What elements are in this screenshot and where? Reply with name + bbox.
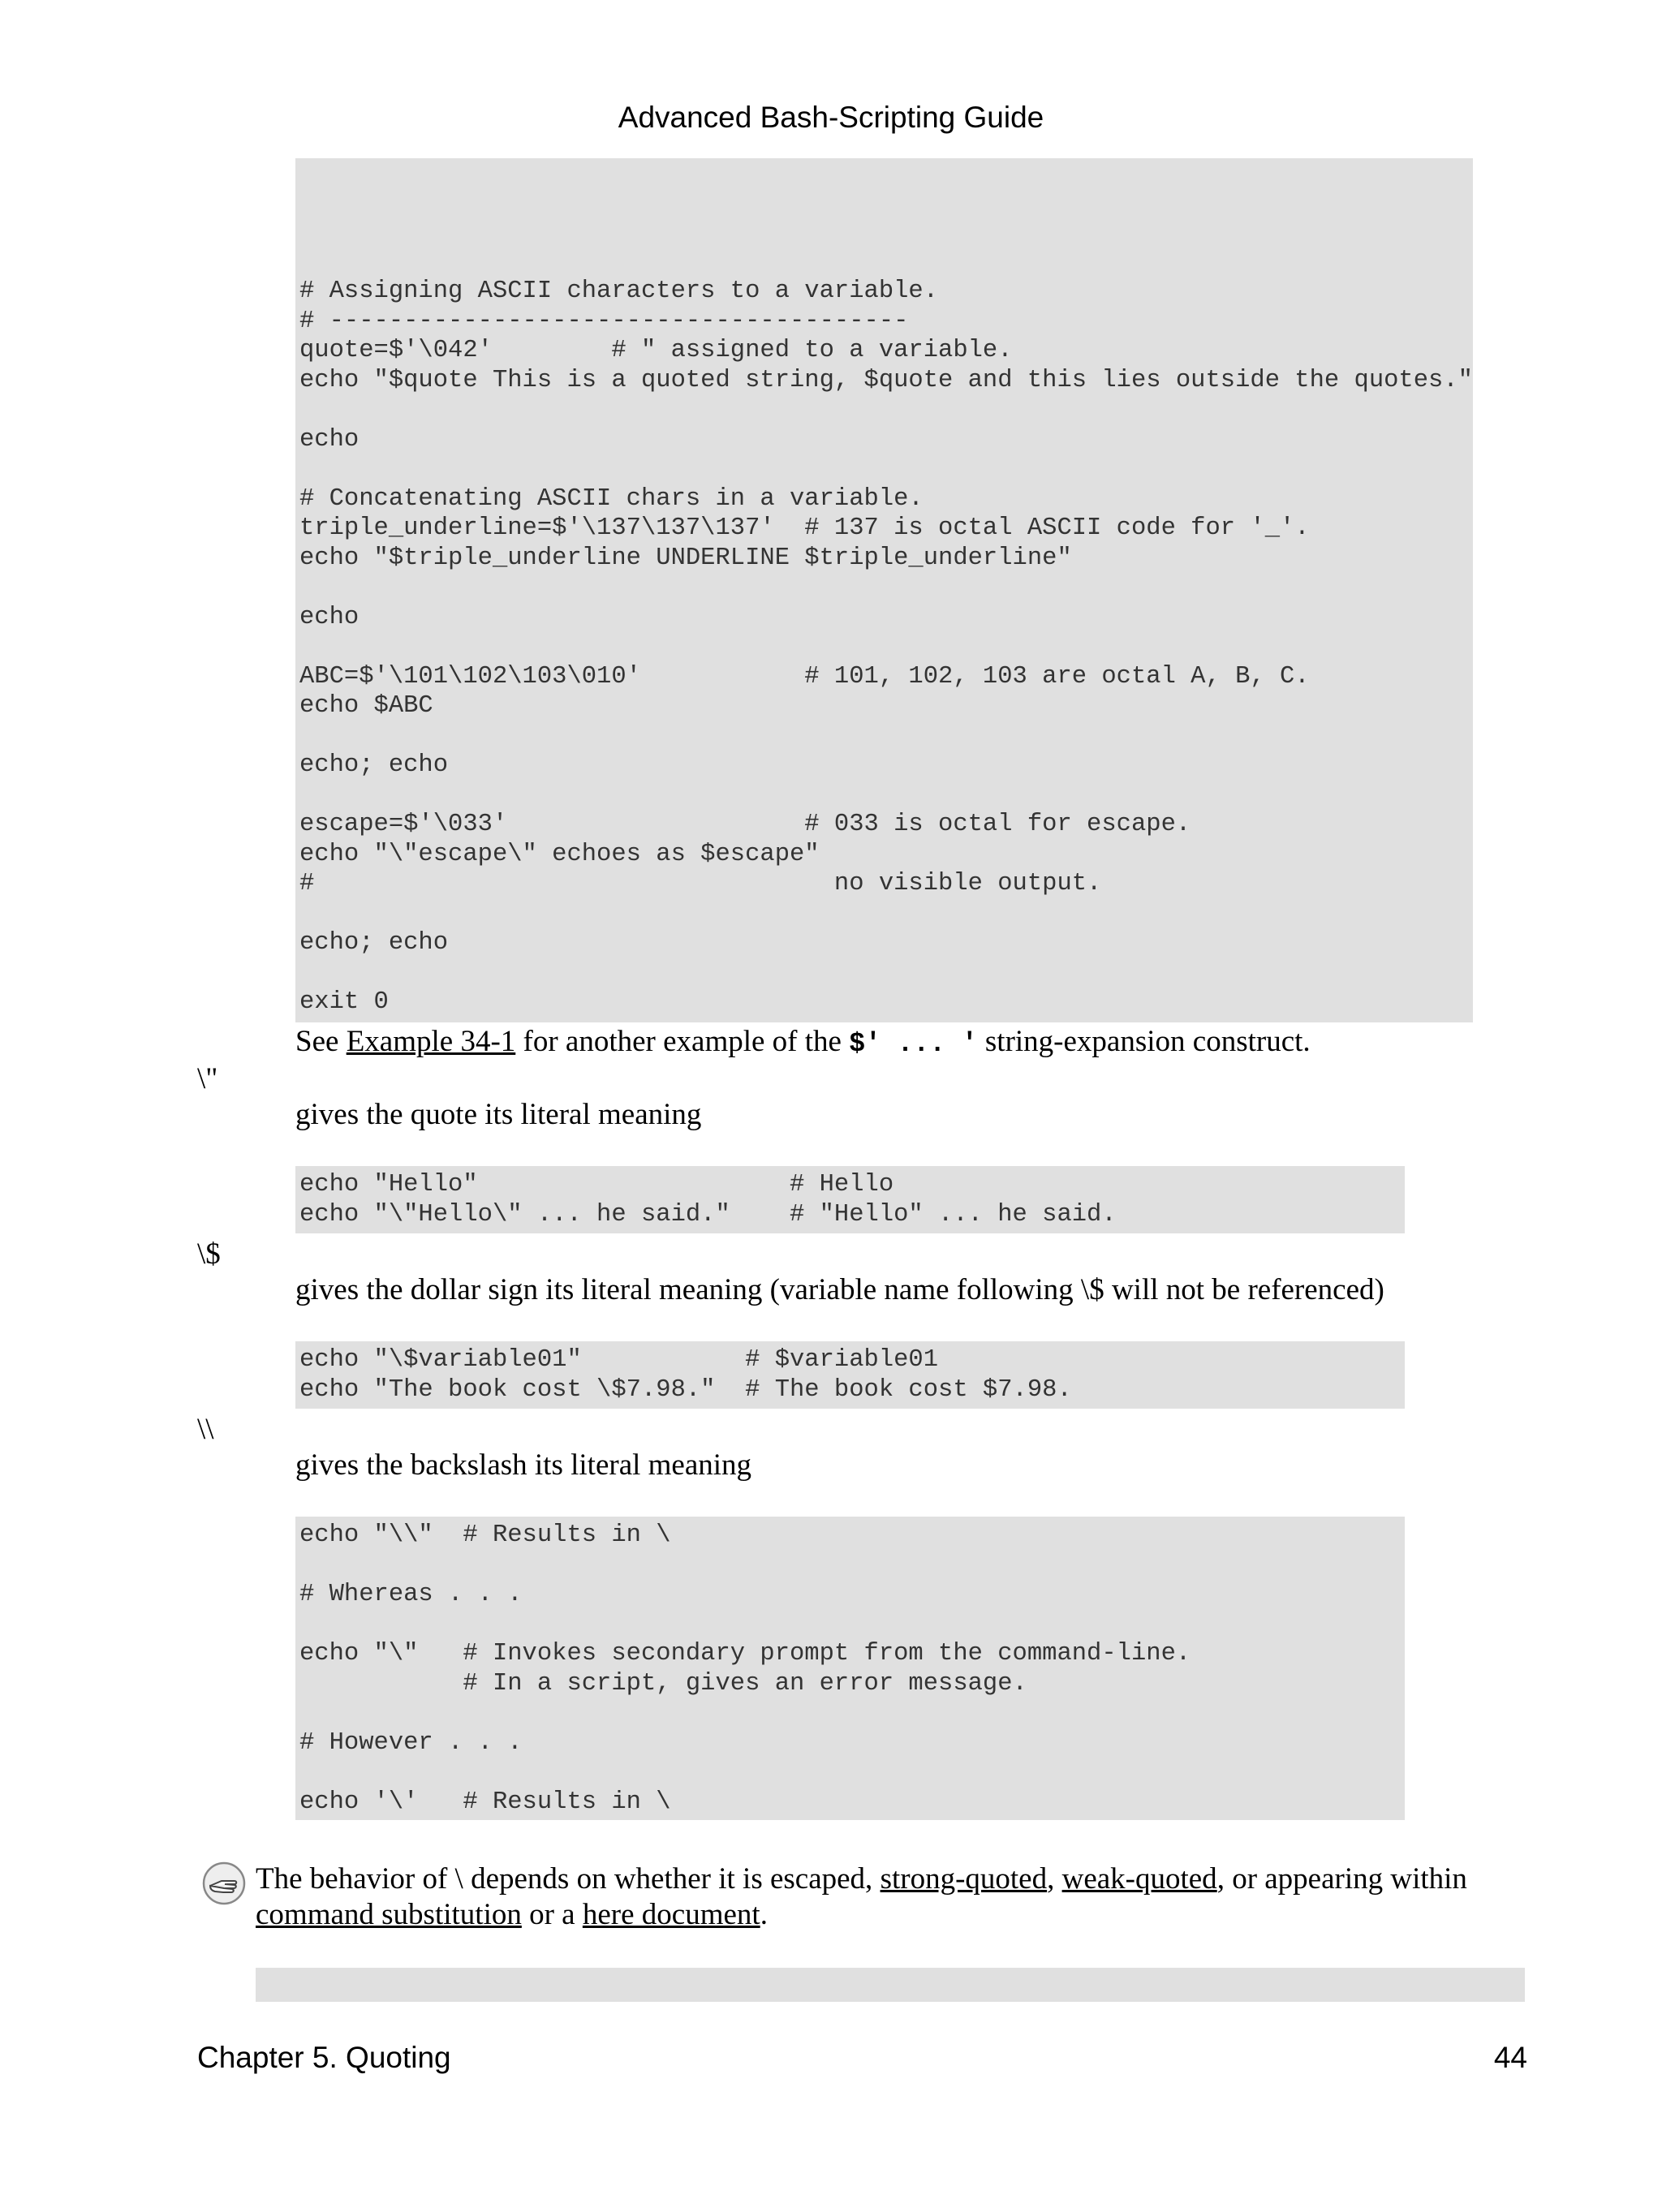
code-line: # However . . . <box>299 1728 523 1757</box>
code-line: echo; echo <box>299 929 449 957</box>
page-header-title: Advanced Bash-Scripting Guide <box>618 101 1044 134</box>
code-line <box>299 958 1473 988</box>
code-block-escaped-quote <box>295 1166 1405 1233</box>
code-line: echo "\"Hello\" ... he said." # "Hello" ... he said. <box>299 1200 1117 1229</box>
code-line: echo "\" # Invokes secondary prompt from the command-line. <box>299 1640 1191 1668</box>
code-line: ABC=$'\101\102\103\010' # 101, 102, 103 are octal A, B, C. <box>299 662 1310 691</box>
code-line: # Whereas . . . <box>299 1581 523 1608</box>
see-example-line <box>295 1024 1311 1059</box>
here-document-link[interactable]: here document <box>582 1898 760 1931</box>
code-line <box>299 247 1473 278</box>
description-escaped-quote: gives the quote its literal meaning <box>295 1098 702 1131</box>
code-line: echo "The book cost \$7.98." # The book cost $7.98. <box>299 1375 1072 1404</box>
note-sep-1: , <box>1047 1862 1062 1896</box>
code-line: echo <box>299 603 360 631</box>
code-line: echo "Hello" # Hello <box>299 1171 894 1199</box>
code-line <box>299 158 1473 188</box>
code-line: echo; echo <box>299 751 449 779</box>
code-line: # Assigning ASCII characters to a variable. <box>299 278 939 305</box>
code-line: echo <box>299 425 360 454</box>
code-line <box>299 721 1473 751</box>
code-line <box>299 1551 1405 1581</box>
footer-chapter: Chapter 5. Quoting <box>197 2041 451 2074</box>
code-line <box>299 899 1473 929</box>
code-line <box>299 781 1473 811</box>
code-line: exit 0 <box>299 988 389 1016</box>
term-escaped-backslash: \\ <box>197 1413 214 1446</box>
code-line <box>299 573 1473 603</box>
code-line: echo $ABC <box>299 692 433 720</box>
term-escaped-quote: \" <box>197 1062 218 1095</box>
code-block-escaped-backslash <box>295 1517 1405 1820</box>
code-line: echo "\"escape\" echoes as $escape" <box>299 840 820 868</box>
code-line <box>299 632 1473 662</box>
code-line <box>299 454 1473 484</box>
pointing-hand-icon <box>202 1861 246 1905</box>
code-line: # no visible output. <box>299 870 1102 897</box>
code-line: escape=$'\033' # 033 is octal for escape. <box>299 811 1191 838</box>
note-paragraph <box>256 1861 1513 1933</box>
see-suffix: string-expansion construct. <box>977 1025 1311 1058</box>
code-line: # Concatenating ASCII chars in a variable. <box>299 484 924 513</box>
see-middle: for another example of the <box>515 1025 850 1058</box>
description-escaped-dollar: gives the dollar sign its literal meaning (variable name following \$ will not be referenced) <box>295 1273 1384 1306</box>
note-text-2: , or appearing within <box>1216 1862 1467 1896</box>
code-line: quote=$'\042' # " assigned to a variable. <box>299 337 1013 364</box>
string-expansion-code: $' ... ' <box>849 1029 978 1059</box>
code-block-ascii-escapes <box>295 158 1473 1022</box>
term-escaped-dollar: \$ <box>197 1237 221 1271</box>
strong-quoted-link[interactable]: strong-quoted <box>880 1862 1048 1896</box>
code-line: echo "\$variable01" # $variable01 <box>299 1346 939 1374</box>
note-text-1: The behavior of \ depends on whether it is escaped, <box>256 1862 881 1896</box>
weak-quoted-link[interactable]: weak-quoted <box>1061 1862 1217 1896</box>
code-block-escaped-dollar <box>295 1341 1405 1409</box>
note-bottom-bar <box>256 1968 1525 2002</box>
code-line: echo "$triple_underline UNDERLINE $triple_underline" <box>299 544 1072 572</box>
code-line: triple_underline=$'\137\137\137' # 137 is octal ASCII code for '_'. <box>299 514 1310 542</box>
code-line: echo '\' # Results in \ <box>299 1788 671 1816</box>
footer-page-number: 44 <box>1493 2041 1527 2074</box>
code-line <box>299 1610 1405 1640</box>
note-text-4: . <box>760 1898 768 1931</box>
code-line <box>299 1758 1405 1788</box>
code-line: # --------------------------------------- <box>299 307 909 335</box>
note-text-3: or a <box>521 1898 583 1931</box>
code-line <box>299 1698 1405 1728</box>
example-34-1-link[interactable]: Example 34-1 <box>346 1025 516 1058</box>
code-line: # In a script, gives an error message. <box>299 1669 1027 1698</box>
description-escaped-backslash: gives the backslash its literal meaning <box>295 1448 752 1482</box>
code-line <box>299 395 1473 425</box>
code-line <box>299 188 1473 218</box>
code-line: echo "\\" # Results in \ <box>299 1521 671 1549</box>
see-prefix: See <box>295 1025 347 1058</box>
code-line <box>299 217 1473 247</box>
command-substitution-link[interactable]: command substitution <box>256 1898 522 1931</box>
code-line: echo "$quote This is a quoted string, $quote and this lies outside the quotes." <box>299 366 1473 394</box>
